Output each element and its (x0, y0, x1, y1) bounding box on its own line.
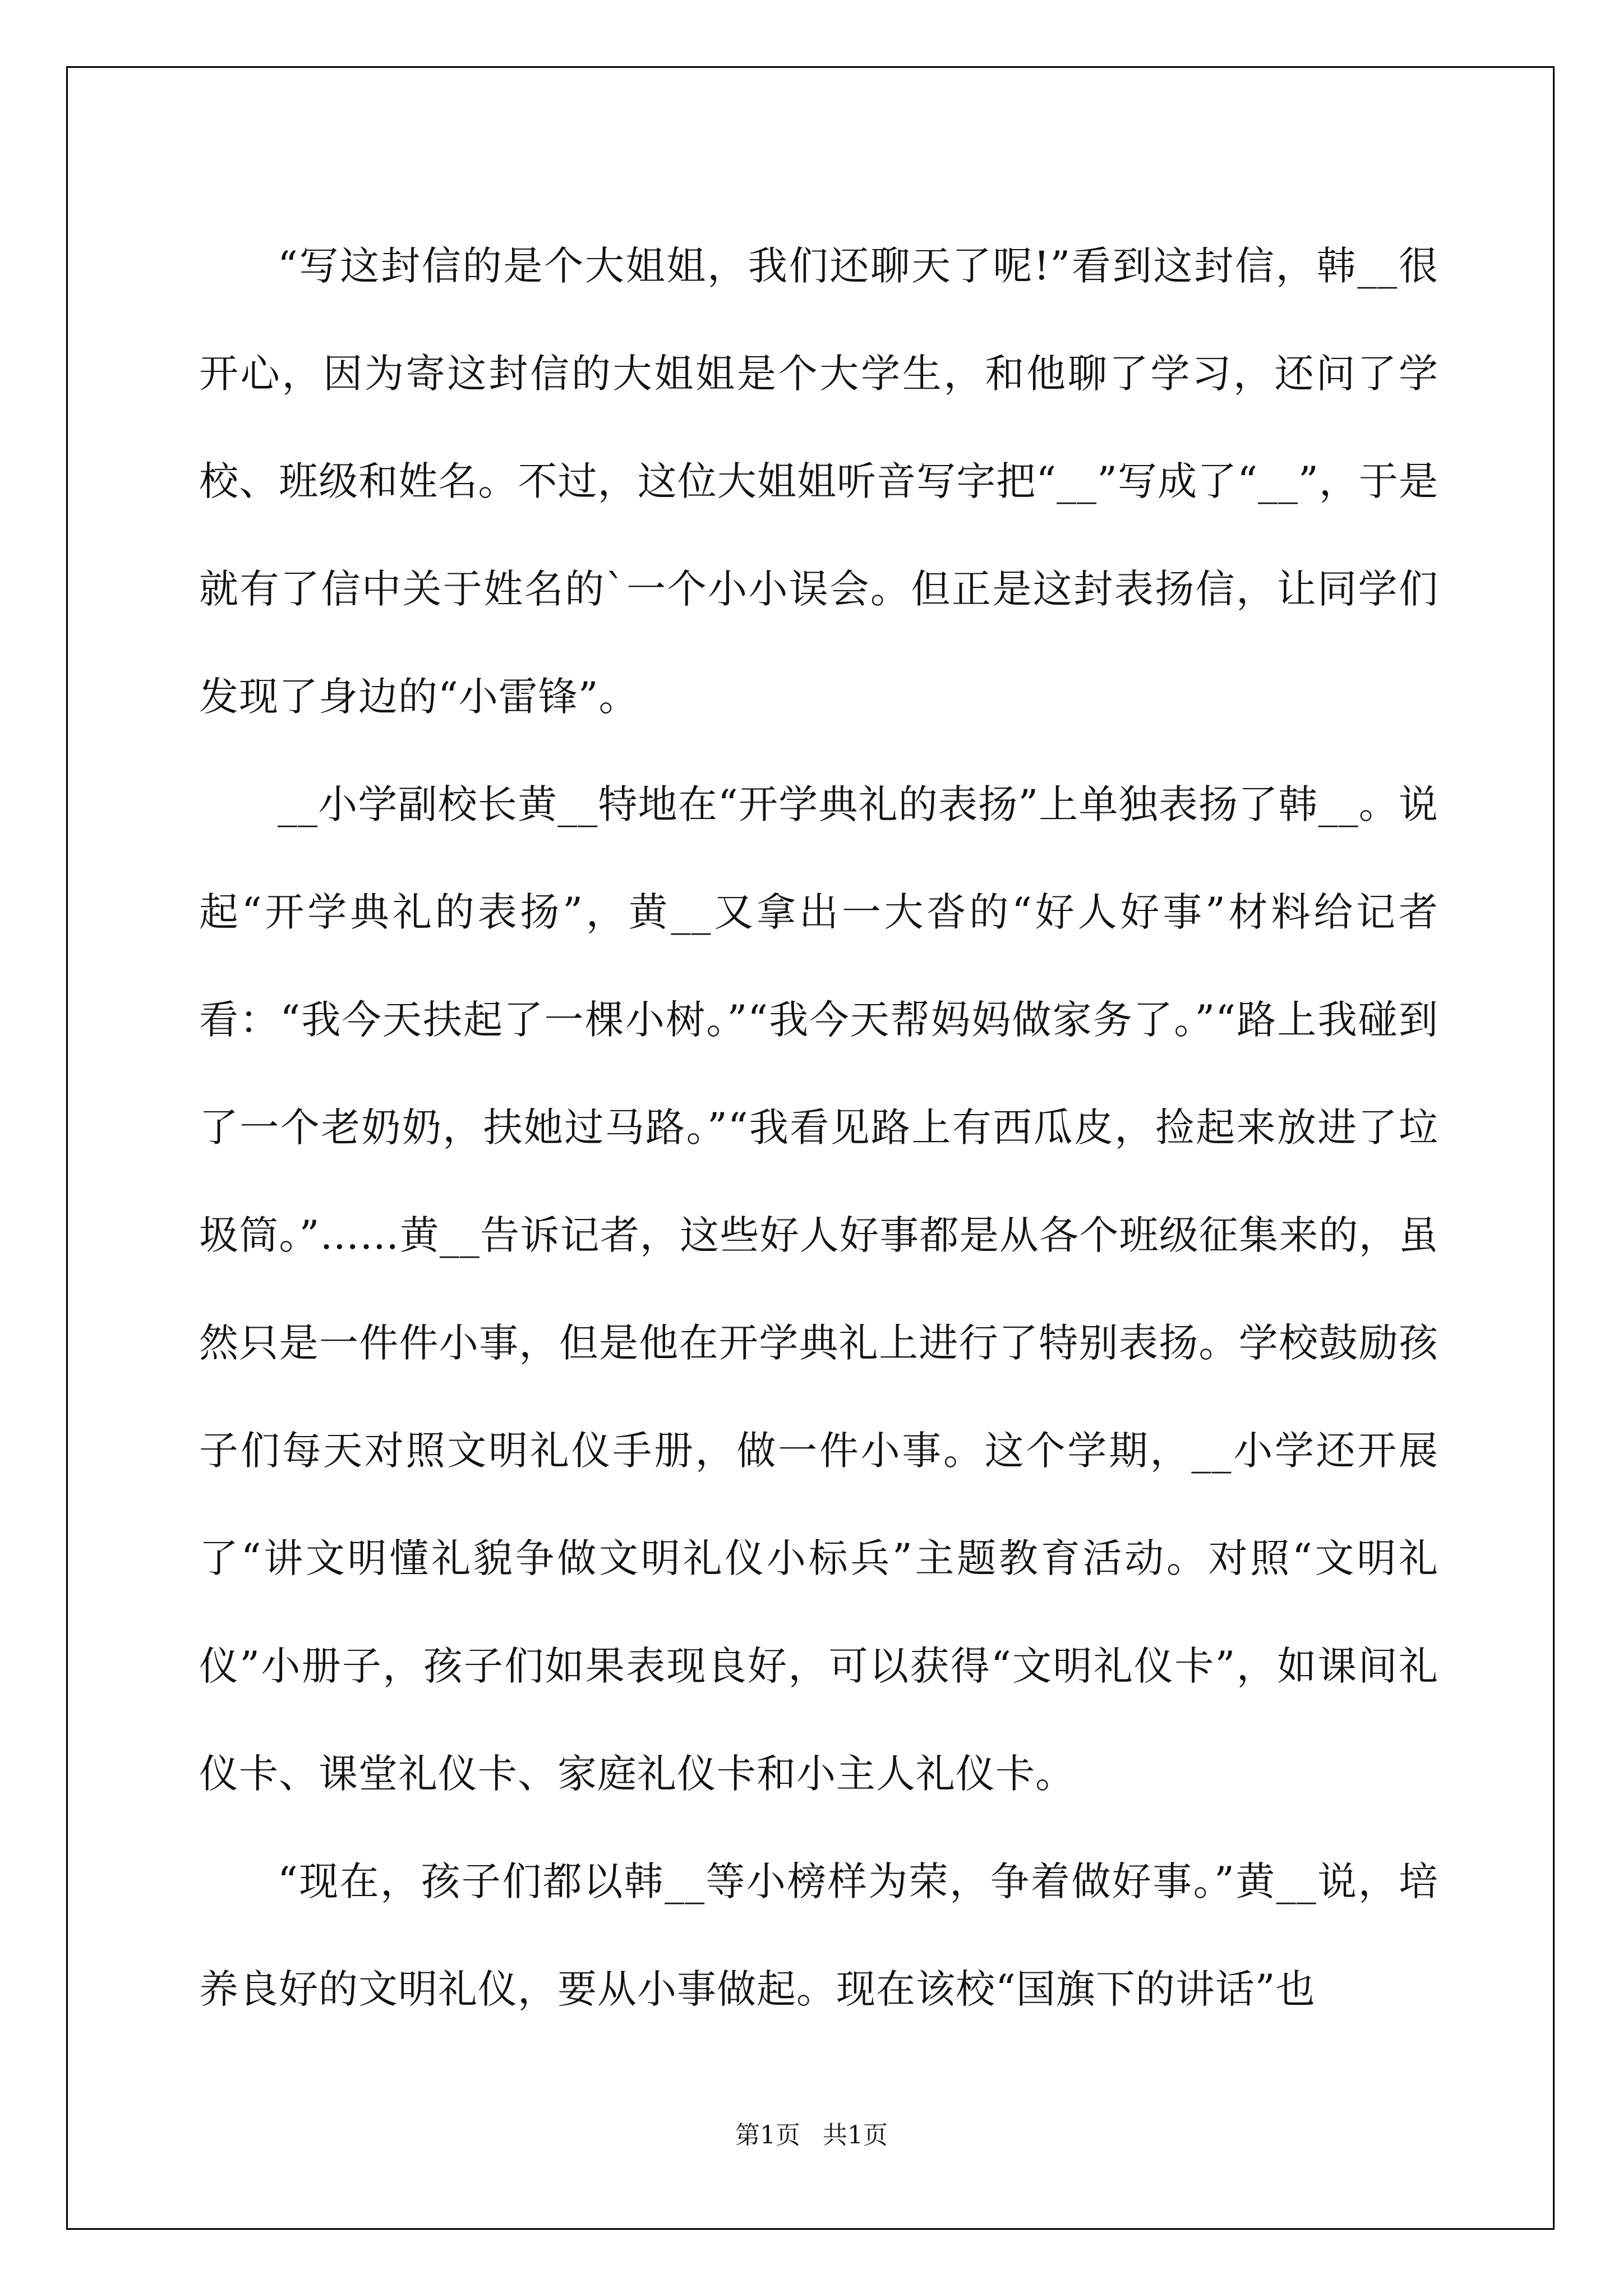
paragraph: __小学副校长黄__特地在“开学典礼的表扬”上单独表扬了韩__。说起“开学典礼的表扬”，黄__又拿出一大沓的“好人好事”材料给记者看：“我今天扶起了一棵小树。”“我今天帮妈妈做家务了。”“路上我碰到了一个老奶奶，扶她过马路。”“我看见路上有西瓜皮，捡起来放进了垃圾筒。”……黄__告诉记者，这些好人好事都是从各个班级征集来的，虽然只是一件件小事，但是他在开学典礼上进行了特别表扬。学校鼓励孩子们每天对照文明礼仪手册，做一件小事。这个学期，__小学还开展了“讲文明懂礼貌争做文明礼仪小标兵”主题教育活动。对照“文明礼仪”小册子，孩子们如果表现良好，可以获得“文明礼仪卡”，如课间礼仪卡、课堂礼仪卡、家庭礼仪卡和小主人礼仪卡。 (199, 781, 1438, 1797)
page-number: 第1页 (735, 2121, 800, 2150)
page-footer (0, 2115, 1623, 2151)
paragraph: “现在，孩子们都以韩__等小榜样为荣，争着做好事。”黄__说，培养良好的文明礼仪，要从小事做起。现在该校“国旗下的讲话”也 (199, 1858, 1438, 2012)
paragraph: “写这封信的是个大姐姐，我们还聊天了呢!”看到这封信，韩__很开心，因为寄这封信的大姐姐是个大学生，和他聊了学习，还问了学校、班级和姓名。不过，这位大姐姐听音写字把“__”写成了“__”，于是就有了信中关于姓名的`一个小小误会。但正是这封表扬信，让同学们发现了身边的“小雷锋”。 (199, 243, 1438, 720)
document-body (199, 212, 1438, 2043)
page-total: 共1页 (823, 2121, 888, 2150)
